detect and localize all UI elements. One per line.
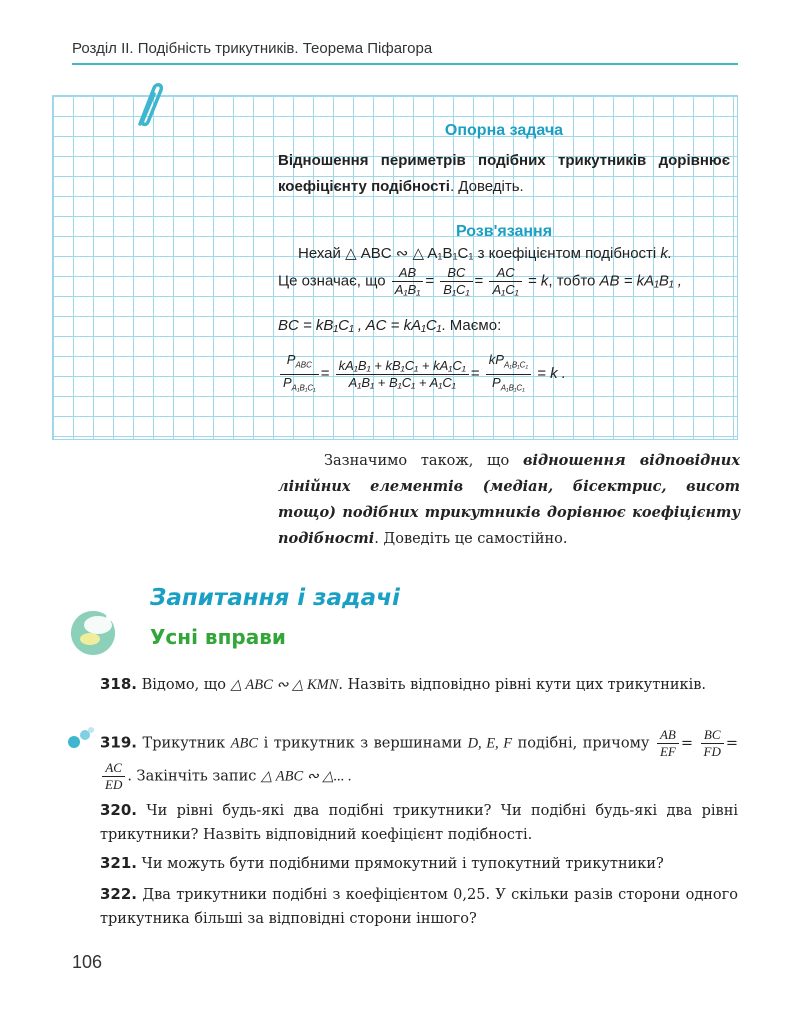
perimeter-middle-num: kA₁B₁ + kB₁C₁ + kA₁C₁: [336, 358, 469, 375]
header-rule: [72, 63, 738, 65]
note-paragraph: [278, 448, 740, 552]
statement-end: . Доведіть.: [449, 178, 524, 195]
ratio-ac: [489, 265, 521, 298]
perimeter-ratio-formula: $\frac{P_{ABC}}{P_{A_1B_1C_1}}$ = $\frac{\text{kA₁B₁ + kB₁C₁ + kA₁C₁}}{\text{A₁B₁ + B₁C₁ + A₁C₁}}$ = $\frac{kP_{A_1B_1C_1}}{P_{A_1B_1C_1}}$ = k .: [278, 352, 730, 396]
chapter-header: Розділ II. Подібність трикутників. Теорема Піфагора: [72, 40, 433, 57]
exercise-318: [100, 672, 738, 697]
ex319-f2d: FD: [703, 744, 721, 759]
solution-line-2: Це означає, що $\frac{AB}{\text{A₁B₁}}$ = $\frac{BC}{\text{B₁C₁}}$ = $\frac{AC}{\text{A₁C₁}}$ = k, тобто AB = kA₁B₁ ,: [278, 265, 682, 297]
exercise-319: 319. Трикутник ABC і трикутник з вершинами D, E, F подібні, причому $\frac{AB}{EF}$ = $\frac{BC}{FD}$ = $\frac{AC}{ED}$ . Закінчіть запис △ ABC ∾ △... .: [100, 727, 739, 792]
exercise-319-number: 319.: [100, 733, 138, 752]
exercise-319-frac-bc: [701, 727, 724, 760]
p-a1b1c1-sub: A₁B₁C₁: [291, 383, 316, 393]
exercise-318-number: 318.: [100, 675, 138, 693]
exercise-319-math1: ABC: [230, 735, 259, 752]
problem-heading: Опорна задача: [444, 122, 564, 139]
exercise-321: [100, 851, 738, 876]
exercise-320-text: Чи рівні будь-які два подібні трикутники? Чи подібні будь-які два рівні трикутники? Назвіть відповідний коефіцієнт подібності.: [100, 803, 738, 843]
exercise-319-frac-ac: [102, 760, 125, 793]
solution-line-1-a: Нехай △ ABC ∾ △ A₁B₁C₁: [298, 245, 474, 262]
exercise-322: [100, 882, 738, 931]
solution-line-2-formula: AB = kA₁B₁ ,: [599, 272, 682, 290]
ex319-f2n: BC: [701, 727, 724, 744]
p-abc: P: [286, 352, 296, 367]
solution-line-2-b: , тобто: [548, 272, 600, 290]
solution-line-2-a: Це означає, що: [278, 272, 386, 290]
exercise-319-math3: △ ABC ∾ △... .: [260, 768, 352, 785]
p-a1b1c1: P: [283, 374, 292, 390]
note-emphasis: відношення відповідних лінійних елементів (медіан, бісектрис, висот тощо) подібних трикутників дорівнює коефіцієнту подібності: [278, 452, 740, 547]
solution-heading: Розв'язання: [455, 223, 553, 240]
p-right-den: P: [492, 374, 501, 390]
solution-line-3: [278, 316, 730, 336]
solution-line-1: [278, 244, 730, 264]
solution-line-1-b: з коефіцієнтом подібності: [473, 245, 661, 262]
perimeter-ratio-middle: [336, 358, 469, 391]
page-number: 106: [72, 952, 103, 972]
kp: kP: [488, 352, 504, 367]
perimeter-ratio-left: [280, 352, 319, 396]
ratio-bc-num: BC: [440, 265, 472, 282]
note-end: . Доведіть це самостійно.: [374, 531, 568, 547]
ratio-bc: [440, 265, 472, 298]
perimeter-result: = k .: [537, 365, 566, 383]
ratio-ab-num: AB: [392, 265, 424, 282]
ratio-ab: [392, 265, 424, 298]
ratio-ab-den: A₁B₁: [394, 282, 421, 297]
exercise-321-number: 321.: [100, 854, 138, 872]
solution-line-3-end: . Маємо:: [441, 317, 502, 334]
exercise-320-number: 320.: [100, 801, 138, 819]
exercise-319-math2: D, E, F: [467, 735, 513, 752]
ex319-f1d: EF: [659, 744, 676, 759]
ex319-f1n: AB: [657, 727, 679, 744]
ratio-ac-num: AC: [489, 265, 521, 282]
exercise-318-math: △ ABC ∾ △ KMN: [230, 677, 339, 693]
difficulty-dots-icon: [68, 727, 94, 753]
note-start: Зазначимо також, що: [324, 453, 523, 469]
ex319-f3n: AC: [102, 760, 125, 777]
ratio-bc-den: B₁C₁: [443, 282, 470, 297]
solution-line-3-formula: BC = kB₁C₁ , AC = kA₁C₁: [278, 317, 442, 334]
exercise-322-number: 322.: [100, 885, 138, 903]
exercise-319-text-c: подібні, причому: [512, 735, 655, 752]
ex319-f3d: ED: [105, 777, 123, 792]
exercise-322-text: Два трикутники подібні з коефіцієнтом 0,25. У скільки разів сторони одного трикутника більші за відповідні сторони іншого?: [100, 887, 738, 927]
subsection-title: Усні вправи: [150, 625, 286, 649]
speech-bubble-icon: [68, 605, 124, 663]
exercise-319-text-a: Трикутник: [137, 735, 231, 752]
exercise-321-text: Чи можуть бути подібними прямокутний і тупокутний трикутники?: [137, 856, 664, 872]
solution-line-1-k: k.: [660, 245, 673, 262]
p-abc-sub: ABC: [295, 360, 312, 370]
exercise-319-text-b: і трикутник з вершинами: [258, 735, 468, 752]
exercise-318-text-a: Відомо, що: [137, 677, 231, 693]
exercise-319-frac-ab: [657, 727, 679, 760]
statement-bold: Відношення периметрів подібних трикутників дорівнює коефіцієнту подібності: [278, 152, 730, 195]
section-title: Запитання і задачі: [150, 585, 400, 611]
p-right-den-sub: A₁B₁C₁: [500, 383, 525, 393]
ratio-ac-den: A₁C₁: [492, 282, 519, 297]
exercise-318-text-b: . Назвіть відповідно рівні кути цих трикутників.: [338, 677, 707, 693]
exercise-319-text-d: . Закінчіть запис: [127, 768, 261, 785]
equals-k: = k: [527, 272, 549, 290]
perimeter-ratio-right: [486, 352, 531, 396]
perimeter-middle-den: A₁B₁ + B₁C₁ + A₁C₁: [348, 374, 456, 390]
exercise-320: [100, 798, 738, 847]
paperclip-icon: [128, 80, 168, 134]
problem-statement: [278, 148, 730, 200]
kp-sub: A₁B₁C₁: [503, 360, 528, 370]
